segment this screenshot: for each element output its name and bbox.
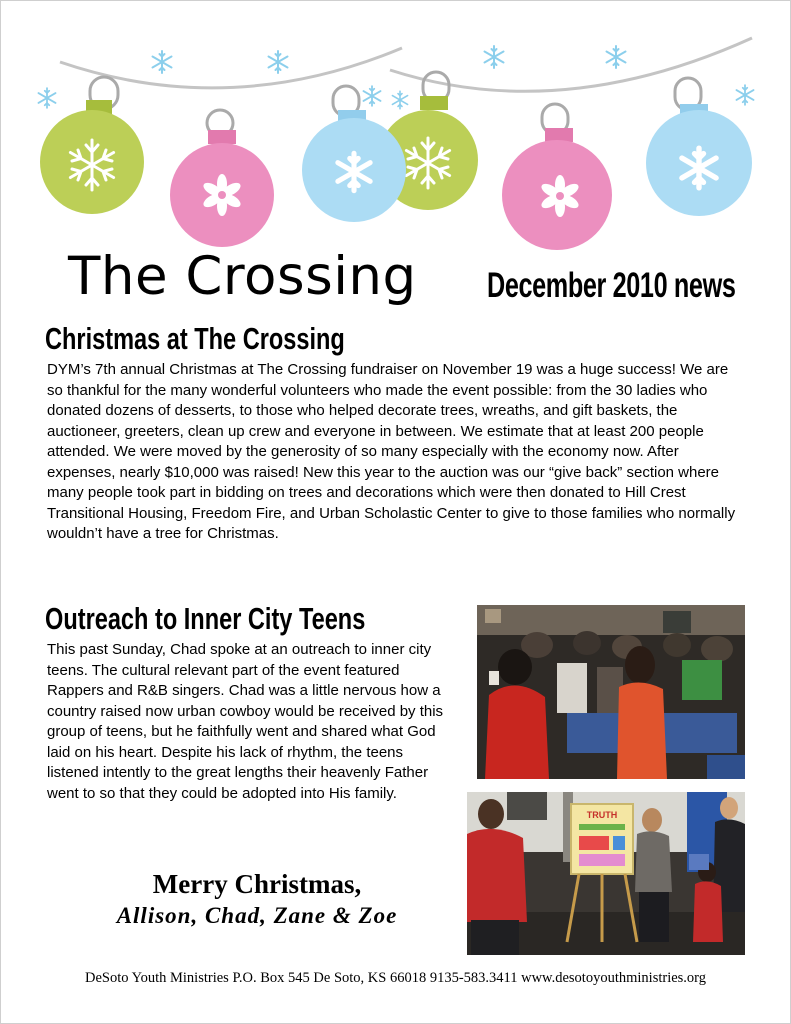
- section-body-christmas: DYM’s 7th annual Christmas at The Crossing fundraiser on November 19 was a huge success! We are so thankful for the many wonderful volunteers who made the event possible: from the 30 ladies who donated dozens of desserts, to those who helped decorate trees, wreaths, and gift baskets, the auctioneer, greeters, clean up crew and everyone in between. We estimate that at least 200 people attended. We were moved by the generosity of so many especially with the economy now. After expenses, nearly $10,000 was raised! New this year to the auction was our “give back” section where many people took part in bidding on trees and decorations which were then donated to Hill Crest Transitional Housing, Freedom Fire, and Urban Scholastic Center to give to those families who normally wouldn’t have a tree for Christmas.: [47, 361, 736, 542]
- snowflake-icon: [38, 46, 753, 109]
- outreach-crowd-photo: [477, 605, 745, 779]
- ornament-banner: [0, 0, 791, 260]
- newsletter-title: The Crossing: [68, 246, 417, 307]
- section-heading-outreach: Outreach to Inner City Teens: [45, 601, 366, 636]
- footer-contact: DeSoto Youth Ministries P.O. Box 545 De Soto, KS 66018 9135-583.3411 www.desotoyouthministries.org: [85, 970, 706, 986]
- issue-date: December 2010 news: [487, 266, 736, 305]
- section-body-outreach: This past Sunday, Chad spoke at an outreach to inner city teens. The cultural relevant part of the event featured Rappers and R&B singers. Chad was a little nervous how a country raised now urban cowboy would be received by this group of teens, but he faithfully went and shared what God laid on his heart. Despite his lack of rhythm, the teens listened intently to the great lengths their heavenly Father went to so that they could be adopted into His family.: [47, 641, 444, 802]
- outreach-speaker-photo: [467, 792, 745, 955]
- ornament-string: [60, 48, 402, 88]
- closing-greeting: Merry Christmas,: [152, 869, 362, 899]
- closing-signature: Allison, Chad, Zane & Zoe: [116, 903, 398, 928]
- ornament-pink-2: [502, 104, 612, 250]
- easel-sign-text: TRUTH: [586, 810, 618, 820]
- ornament-pink-1: [170, 110, 274, 247]
- ornament-green-1: [40, 77, 144, 214]
- ornament-blue-1: [302, 86, 406, 222]
- section-heading-christmas: Christmas at The Crossing: [45, 321, 345, 356]
- ornament-blue-2: [646, 78, 752, 216]
